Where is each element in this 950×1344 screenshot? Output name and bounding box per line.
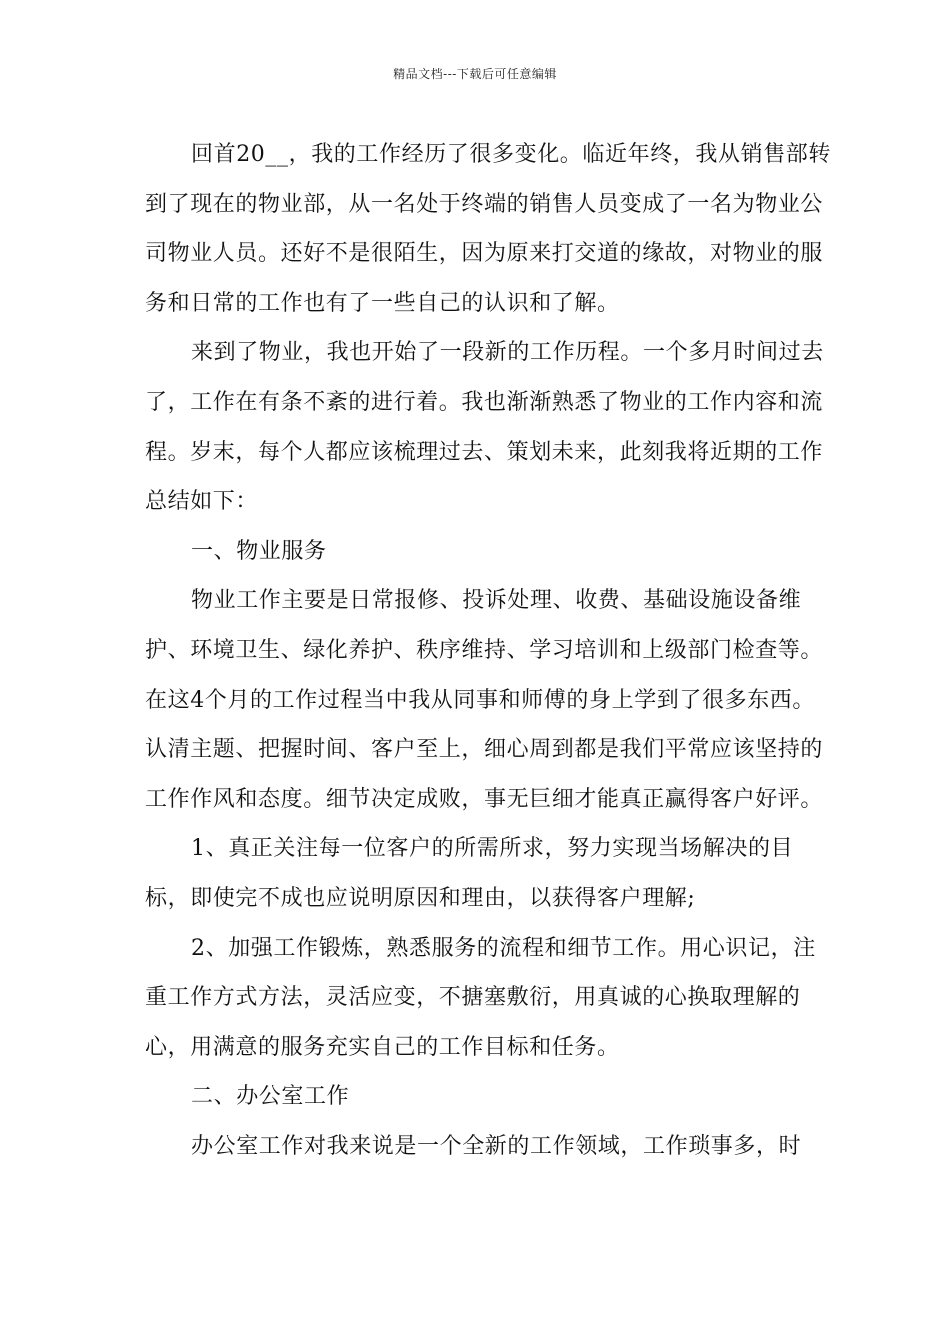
document-body	[145, 130, 835, 1171]
paragraph-intro: 回首20__，我的工作经历了很多变化。临近年终，我从销售部转到了现在的物业部，从一名处于终端的销售人员变成了一名为物业公司物业人员。还好不是很陌生，因为原来打交道的缘故，对物业的服务和日常的工作也有了一些自己的认识和了解。	[145, 142, 831, 316]
paragraph-new-job: 来到了物业，我也开始了一段新的工作历程。一个多月时间过去了，工作在有条不紊的进行着。我也渐渐熟悉了物业的工作内容和流程。岁末，每个人都应该梳理过去、策划未来，此刻我将近期的工作总结如下：	[145, 340, 824, 515]
paragraph-property-work: 物业工作主要是日常报修、投诉处理、收费、基础设施设备维护、环境卫生、绿化养护、秩序维持、学习培训和上级部门检查等。在这4个月的工作过程当中我从同事和师傅的身上学到了很多东西。认清主题、把握时间、客户至上，细心周到都是我们平常应该坚持的工作作风和态度。细节决定成败，事无巨细才能真正赢得客户好评。	[145, 588, 824, 812]
paragraph-office-work: 办公室工作对我来说是一个全新的工作领域，工作琐事多，时	[191, 1133, 802, 1159]
section-heading-office-work: 二、办公室工作	[191, 1084, 350, 1110]
list-item-2: 2、加强工作锻炼，熟悉服务的流程和细节工作。用心识记，注重工作方式方法，灵活应变，不搪塞敷衍，用真诚的心换取理解的心，用满意的服务充实自己的工作目标和任务。	[145, 935, 816, 1060]
section-heading-property-service: 一、物业服务	[191, 538, 327, 564]
page-header: 精品文档---下载后可任意编辑	[393, 67, 557, 81]
list-item-1: 1、真正关注每一位客户的所需所求，努力实现当场解决的目标，即使完不成也应说明原因和理由，以获得客户理解;	[145, 836, 794, 911]
